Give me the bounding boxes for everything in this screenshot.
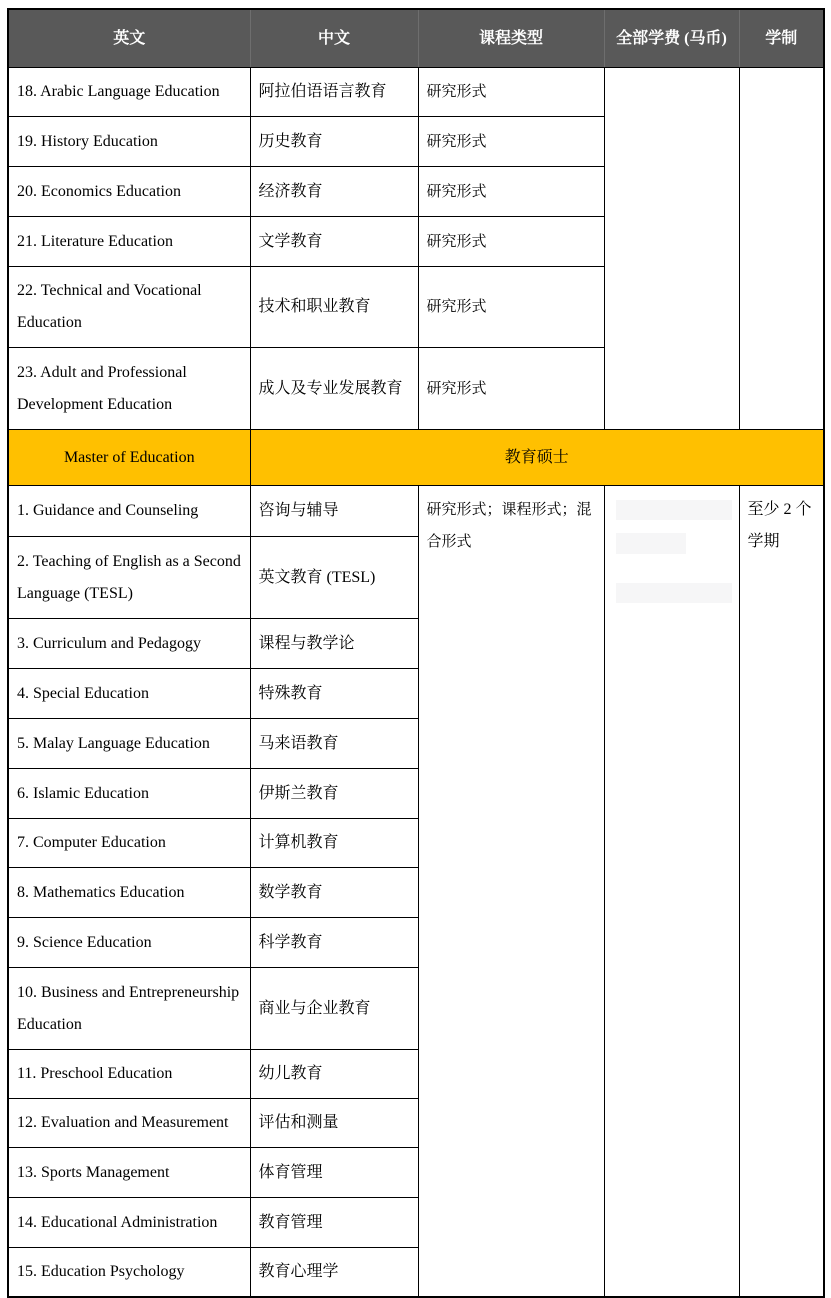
cell-course-type-merged: 研究形式；课程形式；混合形式 xyxy=(418,486,604,1298)
cell-english: 11. Preschool Education xyxy=(8,1050,250,1099)
cell-english: 12. Evaluation and Measurement xyxy=(8,1099,250,1148)
cell-tuition-merged-empty xyxy=(604,68,739,430)
cell-chinese: 幼儿教育 xyxy=(250,1050,418,1099)
col-header-chinese: 中文 xyxy=(250,9,418,68)
cell-english: 20. Economics Education xyxy=(8,167,250,217)
cell-english: 21. Literature Education xyxy=(8,217,250,267)
cell-chinese: 伊斯兰教育 xyxy=(250,769,418,819)
section-title-english: Master of Education xyxy=(8,430,250,486)
cell-chinese: 课程与教学论 xyxy=(250,619,418,669)
cell-chinese: 文学教育 xyxy=(250,217,418,267)
cell-duration-merged: 至少 2 个学期 xyxy=(739,486,824,1298)
cell-tuition-merged xyxy=(604,486,739,1298)
cell-chinese: 科学教育 xyxy=(250,918,418,968)
cell-chinese: 教育管理 xyxy=(250,1198,418,1248)
cell-english: 18. Arabic Language Education xyxy=(8,68,250,117)
cell-course-type: 研究形式 xyxy=(418,267,604,348)
cell-english: 5. Malay Language Education xyxy=(8,719,250,769)
cell-duration-merged-empty xyxy=(739,68,824,430)
redacted-fee-value xyxy=(616,500,732,520)
cell-chinese: 计算机教育 xyxy=(250,819,418,868)
section-divider-row xyxy=(8,430,824,486)
cell-english: 23. Adult and Professional Development Education xyxy=(8,348,250,430)
cell-chinese: 马来语教育 xyxy=(250,719,418,769)
cell-course-type: 研究形式 xyxy=(418,167,604,217)
cell-chinese: 历史教育 xyxy=(250,117,418,167)
cell-english: 6. Islamic Education xyxy=(8,769,250,819)
cell-chinese: 数学教育 xyxy=(250,868,418,918)
table-row xyxy=(8,486,824,537)
cell-english: 14. Educational Administration xyxy=(8,1198,250,1248)
redacted-fee-value xyxy=(616,583,732,603)
cell-chinese: 经济教育 xyxy=(250,167,418,217)
col-header-english: 英文 xyxy=(8,9,250,68)
cell-english: 13. Sports Management xyxy=(8,1148,250,1198)
cell-chinese: 教育心理学 xyxy=(250,1248,418,1298)
col-header-duration: 学制 xyxy=(739,9,824,68)
cell-english: 2. Teaching of English as a Second Language (TESL) xyxy=(8,537,250,619)
cell-chinese: 体育管理 xyxy=(250,1148,418,1198)
cell-course-type: 研究形式 xyxy=(418,348,604,430)
cell-english: 19. History Education xyxy=(8,117,250,167)
cell-course-type: 研究形式 xyxy=(418,217,604,267)
cell-course-type: 研究形式 xyxy=(418,117,604,167)
table-row xyxy=(8,68,824,117)
cell-chinese: 商业与企业教育 xyxy=(250,968,418,1050)
cell-chinese: 成人及专业发展教育 xyxy=(250,348,418,430)
cell-chinese: 技术和职业教育 xyxy=(250,267,418,348)
cell-english: 15. Education Psychology xyxy=(8,1248,250,1298)
col-header-tuition: 全部学费 (马币) xyxy=(604,9,739,68)
program-table xyxy=(7,8,825,1298)
header-row xyxy=(8,9,824,68)
cell-english: 3. Curriculum and Pedagogy xyxy=(8,619,250,669)
redacted-fee-value xyxy=(616,533,686,554)
cell-chinese: 评估和测量 xyxy=(250,1099,418,1148)
cell-chinese: 阿拉伯语语言教育 xyxy=(250,68,418,117)
section-title-chinese: 教育硕士 xyxy=(250,430,824,486)
cell-course-type: 研究形式 xyxy=(418,68,604,117)
cell-english: 4. Special Education xyxy=(8,669,250,719)
cell-english: 1. Guidance and Counseling xyxy=(8,486,250,537)
cell-english: 7. Computer Education xyxy=(8,819,250,868)
cell-chinese: 特殊教育 xyxy=(250,669,418,719)
cell-english: 8. Mathematics Education xyxy=(8,868,250,918)
col-header-course-type: 课程类型 xyxy=(418,9,604,68)
cell-chinese: 英文教育 (TESL) xyxy=(250,537,418,619)
cell-english: 10. Business and Entrepreneurship Education xyxy=(8,968,250,1050)
cell-english: 22. Technical and Vocational Education xyxy=(8,267,250,348)
cell-english: 9. Science Education xyxy=(8,918,250,968)
cell-chinese: 咨询与辅导 xyxy=(250,486,418,537)
